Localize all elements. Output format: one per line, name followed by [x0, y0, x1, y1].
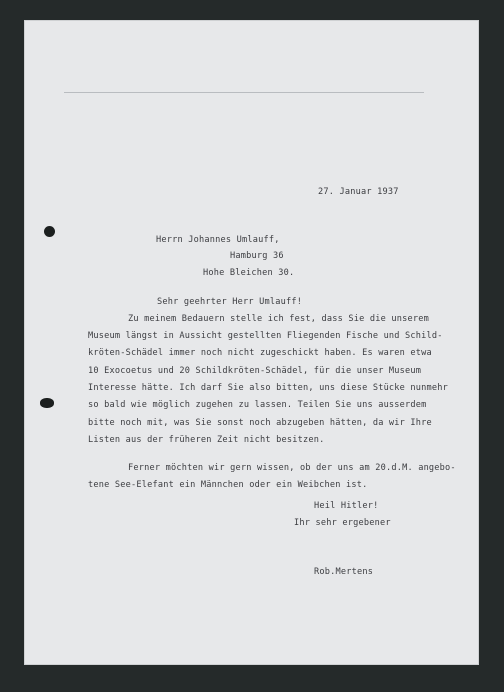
recipient-name: Herrn Johannes Umlauff,: [156, 235, 280, 245]
letter-page: [24, 20, 479, 665]
greeting: Heil Hitler!: [314, 501, 379, 511]
body-line: Zu meinem Bedauern stelle ich fest, dass Sie die unserem: [128, 314, 429, 324]
body-line: Museum längst in Aussicht gestellten Fliegenden Fische und Schild-: [88, 331, 443, 341]
body-line: 10 Exocoetus und 20 Schildkröten-Schädel, für die unser Museum: [88, 366, 422, 376]
ruled-guide-line: [64, 92, 424, 93]
recipient-street: Hohe Bleichen 30.: [203, 268, 295, 278]
body-line: Ferner möchten wir gern wissen, ob der uns am 20.d.M. angebo-: [128, 463, 456, 473]
punch-hole: [40, 398, 54, 408]
body-line: Interesse hätte. Ich darf Sie also bitten, uns diese Stücke nunmehr: [88, 383, 449, 393]
salutation: Sehr geehrter Herr Umlauff!: [157, 297, 303, 307]
recipient-city: Hamburg 36: [230, 251, 284, 261]
letter-date: 27. Januar 1937: [318, 187, 399, 197]
body-line: tene See-Elefant ein Männchen oder ein Weibchen ist.: [88, 480, 368, 490]
signature: Rob.Mertens: [314, 567, 374, 577]
body-line: Listen aus der früheren Zeit nicht besitzen.: [88, 435, 325, 445]
body-line: bitte noch mit, was Sie sonst noch abzugeben hätten, da wir Ihre: [88, 418, 432, 428]
closing: Ihr sehr ergebener: [294, 518, 391, 528]
body-line: kröten-Schädel immer noch nicht zugeschickt haben. Es waren etwa: [88, 348, 432, 358]
body-line: so bald wie möglich zugehen zu lassen. Teilen Sie uns ausserdem: [88, 400, 427, 410]
punch-hole: [44, 226, 55, 237]
